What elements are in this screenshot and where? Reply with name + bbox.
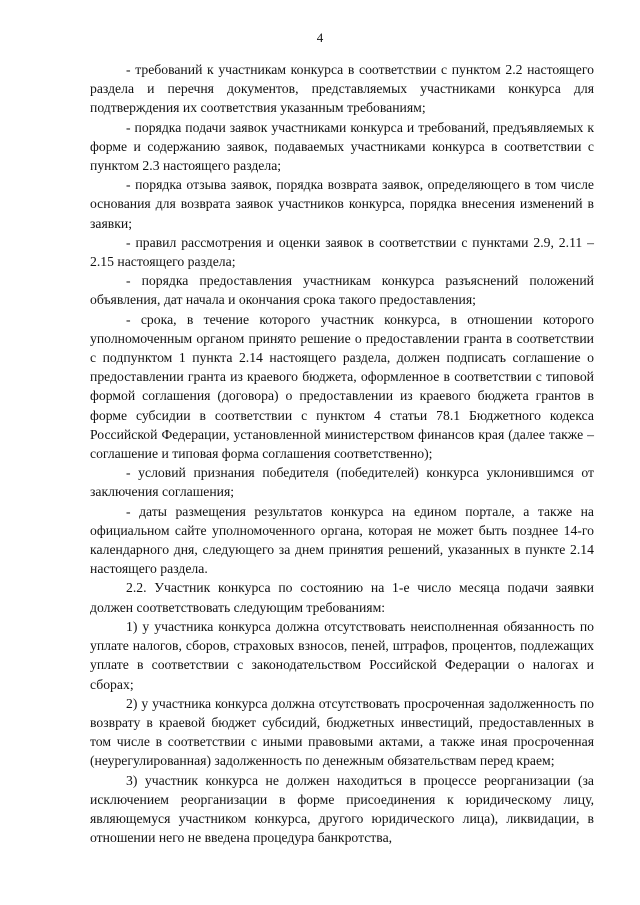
paragraph: 1) у участника конкурса должна отсутствовать неисполненная обязанность по уплате налогов, сборов, страховых взносов, пеней, штрафов, процентов, подлежащих уплате в соответствии с законодательством Российской Федерации о налогах и сборах; — [90, 618, 594, 692]
paragraph: 3) участник конкурса не должен находиться в процессе реорганизации (за исключением реорганизации в форме присоединения к юридическому лицу, являющемуся участником конкурса, другого юридического лица), ликвидации, в отношении него не введена процедура банкротства, — [90, 772, 594, 846]
paragraph: - порядка отзыва заявок, порядка возврата заявок, определяющего в том числе основания для возврата заявок участников конкурса, порядка внесения изменений в заявки; — [90, 177, 594, 231]
paragraph: - даты размещения результатов конкурса на едином портале, а также на официальном сайте уполномоченного органа, которая не может быть позднее 14-го календарного дня, следующего за днем принятия решений, указанных в пункте 2.14 настоящего раздела. — [90, 503, 594, 577]
paragraph: - условий признания победителя (победителей) конкурса уклонившимся от заключения соглашения; — [90, 465, 594, 500]
paragraph: - срока, в течение которого участник конкурса, в отношении которого уполномоченным органом принято решение о предоставлении гранта в соответствии с подпунктом 1 пункта 2.14 настоящего раздела, должен подписать соглашение о предоставлении гранта из краевого бюджета, оформленное в соответствии с типовой формой соглашения (договора) о предоставлении из краевого бюджета грантов в форме субсидии в соответствии с пунктом 4 статьи 78.1 Бюджетного кодекса Российской Федерации, установленной министерством финансов края (далее также – соглашение и типовая форма соглашения соответственно); — [90, 311, 594, 462]
paragraph: 2) у участника конкурса должна отсутствовать просроченная задолженность по возврату в краевой бюджет субсидий, бюджетных инвестиций, предоставленных в том числе в соответствии с иными правовыми актами, а также иная просроченная (неурегулированная) задолженность по денежным обязательствам перед краем; — [90, 695, 594, 769]
paragraph: - порядка предоставления участникам конкурса разъяснений положений объявления, дат начала и окончания срока такого предоставления; — [90, 273, 594, 308]
page-number: 4 — [316, 30, 324, 45]
paragraph: - требований к участникам конкурса в соответствии с пунктом 2.2 настоящего раздела и перечня документов, представляемых участниками конкурса для подтверждения их соответствия указанным требованиям; — [90, 62, 594, 116]
paragraph: - порядка подачи заявок участниками конкурса и требований, предъявляемых к форме и содержанию заявок, подаваемых участниками конкурса в соответствии с пунктом 2.3 настоящего раздела; — [90, 119, 594, 174]
document-body — [90, 60, 594, 847]
paragraph: - правил рассмотрения и оценки заявок в соответствии с пунктами 2.9, 2.11 – 2.15 настоящего раздела; — [90, 234, 594, 270]
paragraph: 2.2. Участник конкурса по состоянию на 1-е число месяца подачи заявки должен соответствовать следующим требованиям: — [90, 580, 594, 615]
